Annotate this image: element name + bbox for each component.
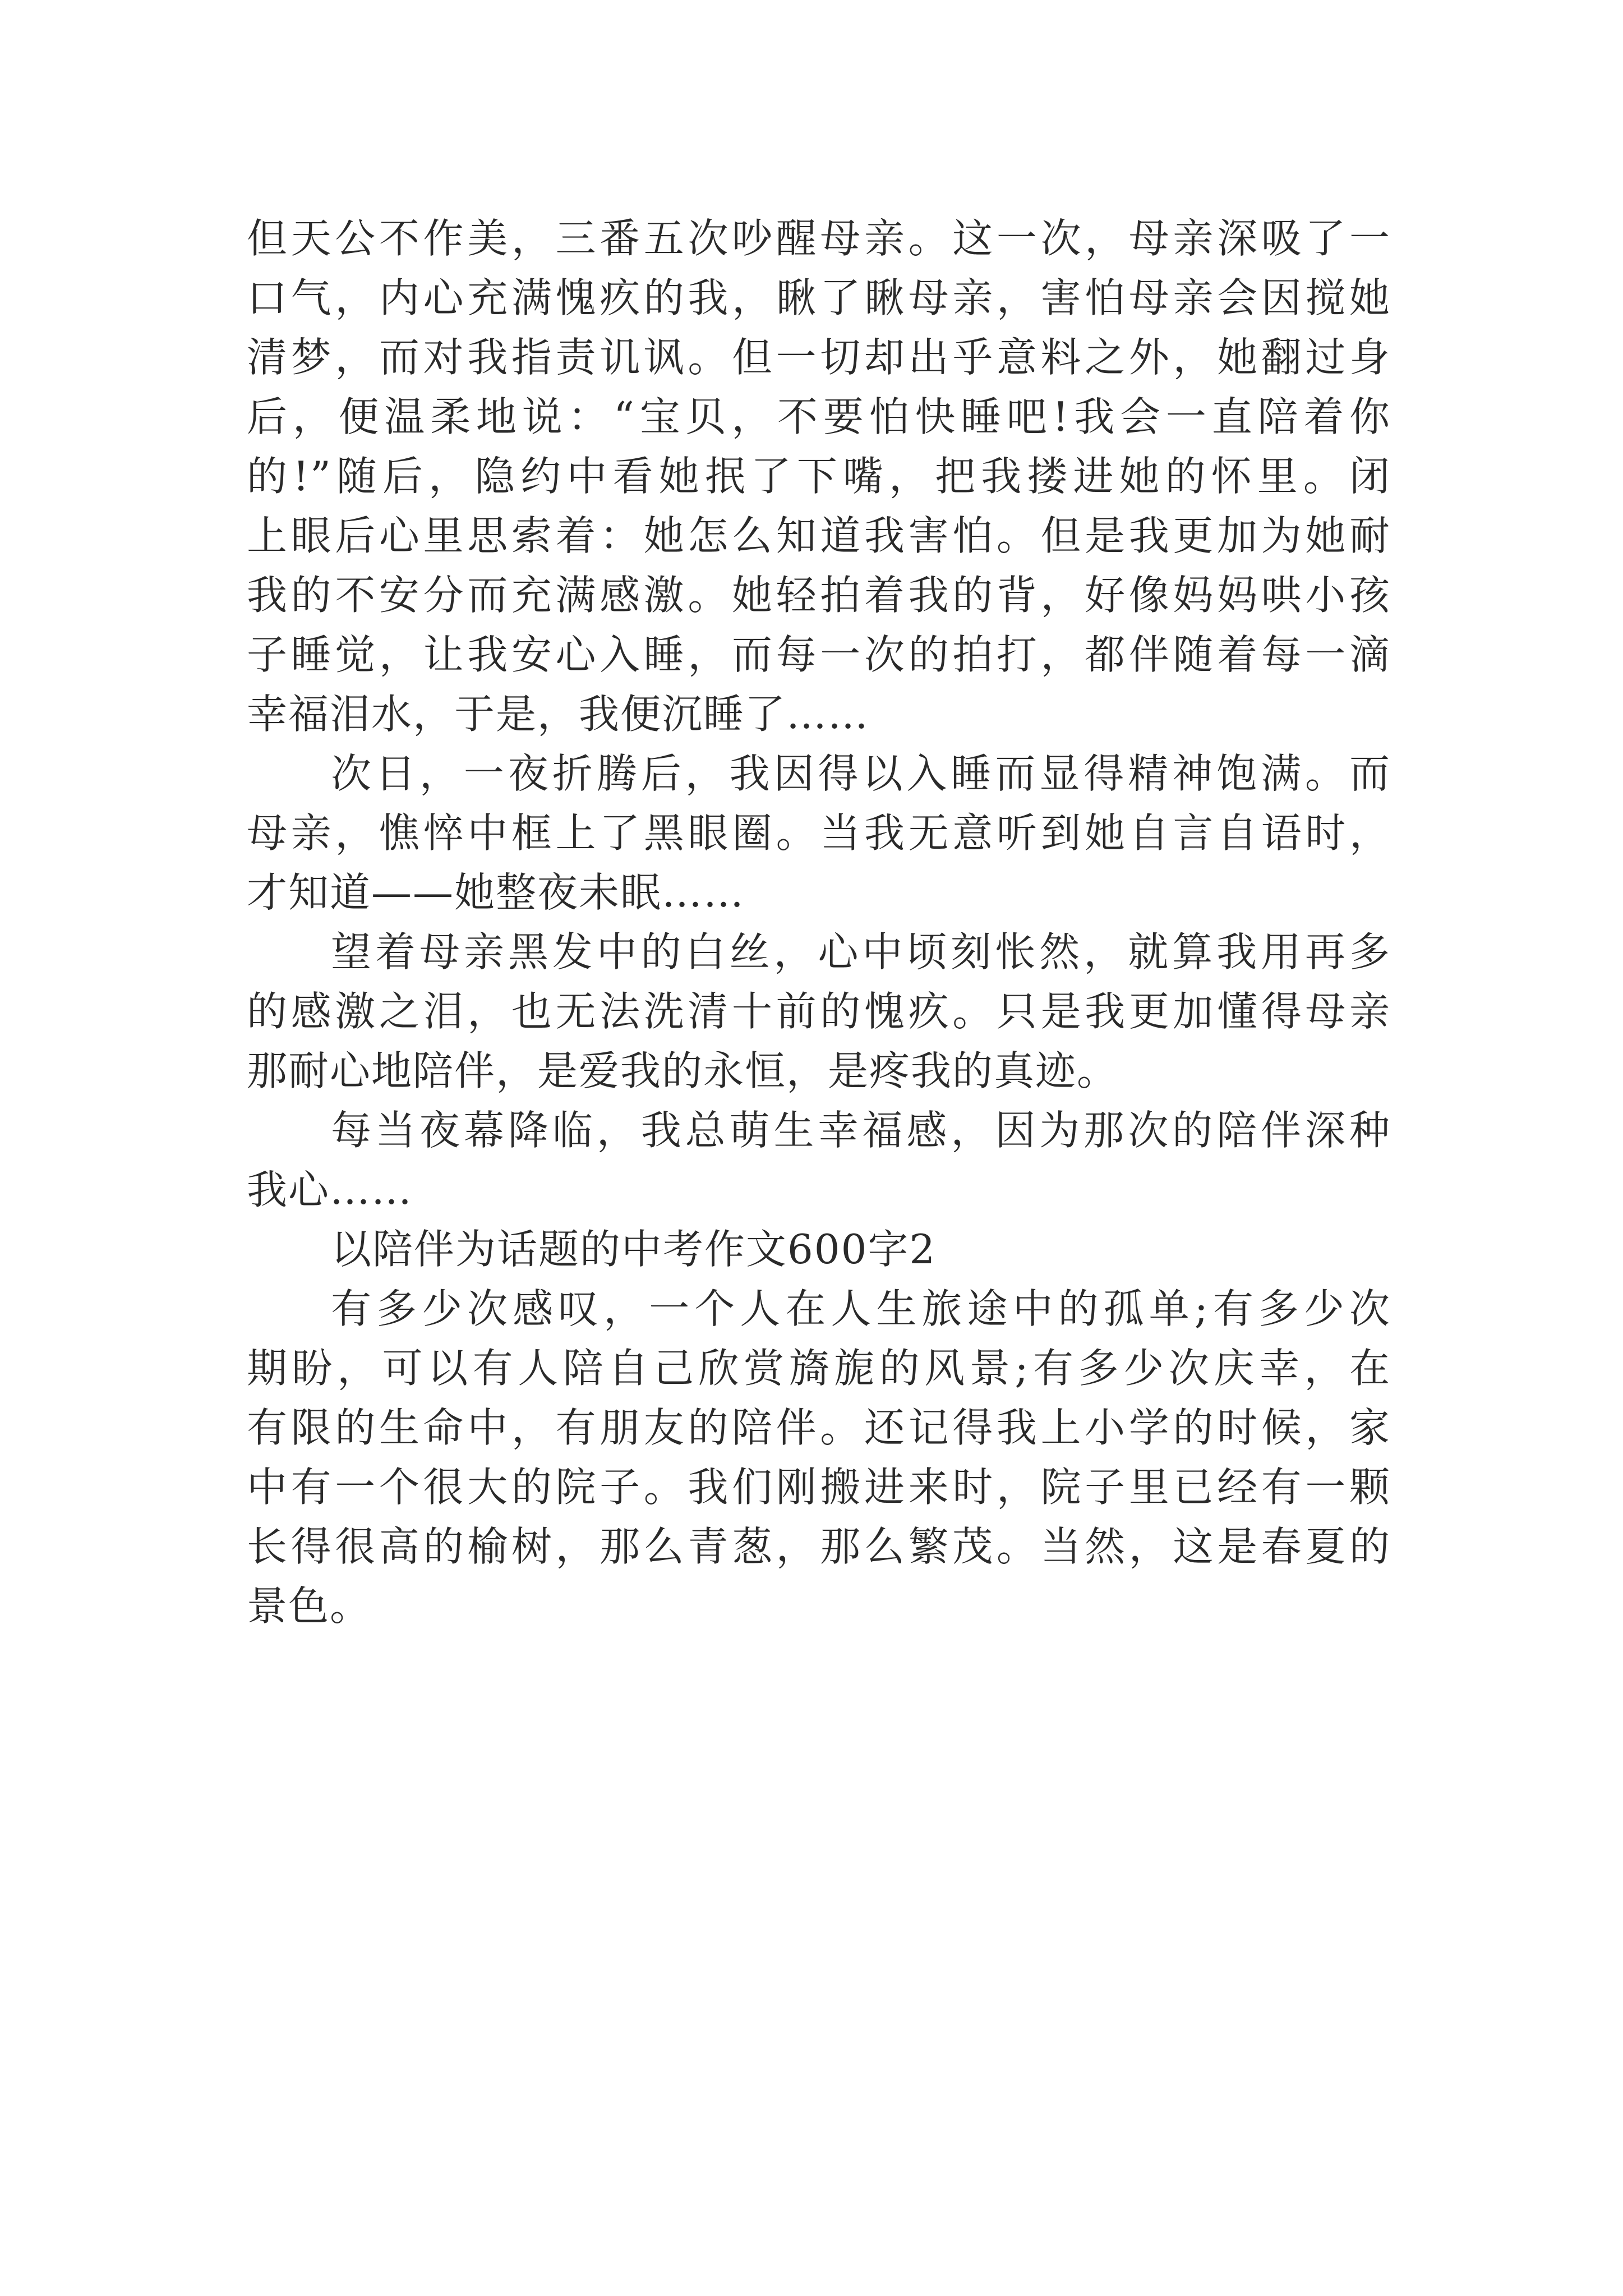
text-line: 望着母亲黑发中的白丝，心中顷刻怅然，就算我用再多 (331, 928, 1391, 976)
text-line: 那耐心地陪伴，是爱我的永恒，是疼我的真迹。 (247, 1047, 1119, 1094)
text-line: 有多少次感叹，一个人在人生旅途中的孤单;有多少次 (331, 1285, 1391, 1332)
paragraph-4 (247, 1101, 1391, 1220)
text-line: 口气，内心充满愧疚的我，瞅了瞅母亲，害怕母亲会因搅她 (247, 274, 1391, 321)
text-line: 的!”随后，隐约中看她抿了下嘴，把我搂进她的怀里。闭 (247, 453, 1391, 500)
text-line: 中有一个很大的院子。我们刚搬进来时，院子里已经有一颗 (247, 1464, 1391, 1511)
text-line: 但天公不作美，三番五次吵醒母亲。这一次，母亲深吸了一 (247, 215, 1391, 262)
text-line: 长得很高的榆树，那么青葱，那么繁茂。当然，这是春夏的 (247, 1523, 1391, 1570)
paragraph-2 (247, 744, 1391, 922)
text-line: 次日，一夜折腾后，我因得以入睡而显得精神饱满。而 (331, 750, 1391, 797)
paragraph-1 (247, 209, 1391, 744)
text-line: 我的不安分而充满感激。她轻拍着我的背，好像妈妈哄小孩 (247, 572, 1391, 619)
text-line: 期盼，可以有人陪自己欣赏旖旎的风景;有多少次庆幸，在 (247, 1345, 1391, 1392)
text-line: 我心…… (247, 1166, 413, 1213)
heading-text: 以陪伴为话题的中考作文600字2 (331, 1226, 937, 1273)
text-line: 清梦，而对我指责讥讽。但一切却出乎意料之外，她翻过身 (247, 334, 1391, 381)
section-heading (247, 1220, 1391, 1279)
paragraph-3 (247, 922, 1391, 1101)
text-line: 母亲，憔悴中框上了黑眼圈。当我无意听到她自言自语时， (247, 809, 1391, 857)
text-line: 每当夜幕降临，我总萌生幸福感，因为那次的陪伴深种 (331, 1107, 1391, 1154)
text-line: 有限的生命中，有朋友的陪伴。还记得我上小学的时候，家 (247, 1404, 1391, 1451)
text-line: 幸福泪水，于是，我便沉睡了…… (247, 691, 870, 738)
document-body (247, 209, 1391, 1636)
text-line: 后，便温柔地说：“宝贝，不要怕快睡吧!我会一直陪着你 (247, 393, 1391, 440)
text-line: 子睡觉，让我安心入睡，而每一次的拍打，都伴随着每一滴 (247, 631, 1391, 678)
paragraph-5 (247, 1279, 1391, 1636)
text-line: 上眼后心里思索着：她怎么知道我害怕。但是我更加为她耐 (247, 512, 1391, 559)
text-line: 才知道——她整夜未眠…… (247, 869, 745, 916)
text-line: 的感激之泪，也无法洗清十前的愧疚。只是我更加懂得母亲 (247, 988, 1391, 1035)
text-line: 景色。 (247, 1582, 372, 1630)
